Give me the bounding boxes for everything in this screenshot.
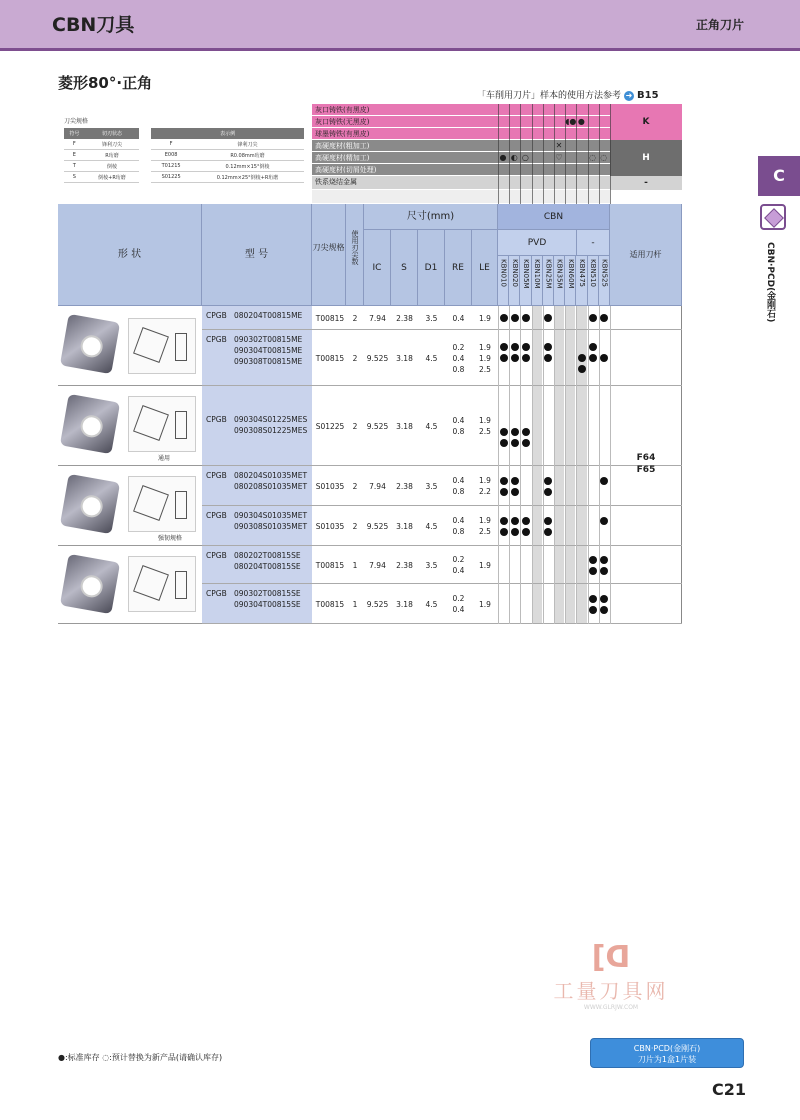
stock-dot xyxy=(511,488,519,496)
suitability-mark: ◌ xyxy=(600,153,608,162)
model-cell xyxy=(202,584,312,623)
stock-dot xyxy=(500,488,508,496)
model-prefix: CPGB xyxy=(206,415,227,424)
material-group-dash: - xyxy=(610,176,682,190)
material-group-h: H xyxy=(610,140,682,176)
stock-dot xyxy=(500,439,508,447)
d1-cell: 3.5 xyxy=(425,481,438,491)
legend-table xyxy=(64,128,304,183)
stock-dot xyxy=(544,477,552,485)
holder-item: F65 xyxy=(636,465,656,475)
model-prefix: CPGB xyxy=(206,589,227,598)
grid-line xyxy=(610,104,611,204)
grid-line xyxy=(610,306,611,624)
re-value: 0.4 xyxy=(452,313,465,323)
legend-cell: F xyxy=(151,139,191,150)
d1-cell: 4.5 xyxy=(425,599,438,609)
s-cell: 2.38 xyxy=(396,481,413,491)
le-value: 1.9 xyxy=(479,313,491,323)
stock-dot xyxy=(511,477,519,485)
tip-spec-cell: T00815 xyxy=(315,353,345,363)
model-cell xyxy=(202,330,312,385)
tip-spec-legend xyxy=(64,116,304,183)
grid-line xyxy=(532,306,533,624)
insert-photo xyxy=(60,394,120,454)
tip-spec-cell: S01035 xyxy=(315,481,345,491)
grid-line xyxy=(576,306,577,624)
col-header-holder: 适用刀杆 xyxy=(610,204,682,306)
holder-item: F64 xyxy=(636,453,656,463)
material-row: 球墨铸铁(有黑皮) xyxy=(312,128,610,140)
holder-list xyxy=(612,452,680,476)
footnote: ●:标准库存 ◌:预计替换为新产品(请确认库存) xyxy=(58,1053,223,1062)
stock-dot xyxy=(500,477,508,485)
tip-spec-cell: T00815 xyxy=(315,599,345,609)
re-value: 0.2 xyxy=(452,342,465,352)
model-prefix: CPGB xyxy=(206,511,227,520)
material-row: 高硬度材(粗加工) xyxy=(312,140,610,152)
stock-dot xyxy=(544,488,552,496)
s-cell: 2.38 xyxy=(396,313,413,323)
grade-label: KBN010 xyxy=(499,259,508,287)
shape-group xyxy=(58,306,202,386)
stock-dot xyxy=(522,354,530,362)
stock-dot xyxy=(578,365,586,373)
stock-dot xyxy=(511,314,519,322)
grade-header xyxy=(543,256,554,306)
stock-dot xyxy=(589,556,597,564)
stock-dot xyxy=(600,567,608,575)
col-header-dims: 尺寸(mm) xyxy=(364,204,498,230)
edges-cell: 2 xyxy=(352,313,358,323)
grid-line xyxy=(520,306,521,624)
stock-dot xyxy=(522,517,530,525)
edges-cell: 2 xyxy=(352,421,358,431)
re-cell xyxy=(445,554,472,576)
tip-spec-cell: T00815 xyxy=(315,560,345,570)
model-code: 080208S01035MET xyxy=(234,482,308,491)
model-cell xyxy=(202,546,312,583)
page-header-category: 正角刀片 xyxy=(695,18,744,32)
re-value: 0.8 xyxy=(452,487,465,496)
le-cell xyxy=(472,313,498,324)
stock-dot xyxy=(522,528,530,536)
stock-dot xyxy=(544,528,552,536)
material-row: 灰口铸铁(有黑皮) xyxy=(312,104,610,116)
watermark-url: WWW.GLRJW.COM xyxy=(583,1004,639,1011)
grade-header xyxy=(554,256,565,306)
stock-dot xyxy=(522,428,530,436)
material-row: 铁系烧结金属 xyxy=(312,176,610,190)
dim-col-s: S xyxy=(391,230,418,306)
suitability-mark: ◖● xyxy=(565,117,577,126)
model-codes xyxy=(234,550,301,572)
grade-label: KBN020 xyxy=(510,259,519,287)
le-value: 1.9 xyxy=(479,342,491,352)
grade-header xyxy=(509,256,520,306)
grade-label: KBN35M xyxy=(555,259,564,289)
le-value: 2.5 xyxy=(479,364,491,374)
insert-drawing xyxy=(128,396,196,452)
model-code: 090308S01035MET xyxy=(234,522,308,531)
insert-photo xyxy=(60,314,120,374)
grade-label: KBN25M xyxy=(544,259,553,289)
suitability-mark: ✕ xyxy=(555,141,563,150)
grade-label: KBN475 xyxy=(577,259,586,287)
re-value: 0.4 xyxy=(452,605,465,614)
insert-drawing xyxy=(128,318,196,374)
tip-spec-cell: S01225 xyxy=(315,421,345,431)
page-header-title: CBN刀具 xyxy=(52,14,135,36)
le-value: 2.5 xyxy=(479,527,491,536)
model-codes xyxy=(234,414,307,436)
legend-cell: T xyxy=(64,161,85,172)
edges-cell: 2 xyxy=(352,481,358,491)
edges-cell: 2 xyxy=(352,521,358,531)
stock-dot xyxy=(511,428,519,436)
model-code: 090308S01225MES xyxy=(234,426,308,435)
grade-header xyxy=(599,256,610,306)
stock-dot xyxy=(511,354,519,362)
material-row: 灰口铸铁(无黑皮) xyxy=(312,116,610,128)
stock-dot xyxy=(544,517,552,525)
footer-box-line: 刀片为1盒1片装 xyxy=(637,1055,697,1064)
grid-line xyxy=(565,306,566,624)
suitability-mark: ○ xyxy=(521,153,529,162)
d1-cell: 4.5 xyxy=(425,353,438,363)
re-value: 0.8 xyxy=(452,427,465,436)
model-cell xyxy=(202,506,312,545)
stock-dot xyxy=(500,354,508,362)
model-codes xyxy=(234,510,307,532)
ic-cell: 7.94 xyxy=(369,481,386,491)
s-cell: 3.18 xyxy=(396,521,413,531)
model-cell xyxy=(202,386,312,465)
stock-dot xyxy=(600,517,608,525)
material-group-k: K xyxy=(610,104,682,140)
grid-line xyxy=(599,306,600,624)
legend-title: 刀尖规格 xyxy=(64,118,89,125)
le-cell xyxy=(472,515,498,537)
side-tab-text: CBN·PCD(金刚石) xyxy=(765,242,775,323)
s-cell: 3.18 xyxy=(396,353,413,363)
legend-cell: T01215 xyxy=(151,161,191,172)
s-cell: 3.18 xyxy=(396,599,413,609)
grade-header xyxy=(576,256,587,306)
le-cell xyxy=(472,560,498,571)
stock-dot xyxy=(511,528,519,536)
tip-spec-cell: S01035 xyxy=(315,521,345,531)
insert-photo xyxy=(60,554,120,614)
le-value: 1.9 xyxy=(479,416,491,425)
shape-caption: 强韧规格 xyxy=(158,535,183,542)
col-header-dash: - xyxy=(577,230,610,256)
le-value: 1.9 xyxy=(479,599,491,609)
model-code: 080204T00815SE xyxy=(234,562,301,571)
shape-group xyxy=(58,386,202,466)
stock-dot xyxy=(589,595,597,603)
arrow-right-icon: ➜ xyxy=(625,90,633,100)
grid-line xyxy=(498,306,499,624)
grade-header xyxy=(565,256,576,306)
re-value: 0.8 xyxy=(452,364,465,374)
grid-line xyxy=(509,306,510,624)
legend-cell: 倒棱+R珩磨 xyxy=(85,172,140,183)
model-codes xyxy=(234,334,302,367)
re-cell xyxy=(445,515,472,537)
dim-col-re: RE xyxy=(445,230,472,306)
side-tab-c[interactable]: C xyxy=(758,156,800,196)
section-title: 菱形80°·正角 xyxy=(58,74,153,92)
re-cell xyxy=(445,342,472,375)
stock-dot xyxy=(500,314,508,322)
model-code: 080204T00815ME xyxy=(234,311,303,320)
diamond-insert-icon xyxy=(760,204,786,230)
legend-cell: 0.12mm×15°倒棱 xyxy=(191,161,304,172)
page-number: C21 xyxy=(712,1080,747,1099)
s-cell: 3.18 xyxy=(396,421,413,431)
model-code: 090308T00815ME xyxy=(234,357,303,366)
suitability-mark: ◐ xyxy=(510,153,518,162)
shape-caption: 通用 xyxy=(158,455,171,462)
suitability-mark: ● xyxy=(499,153,507,162)
grid-line xyxy=(543,104,544,204)
col-header-tip-spec: 刀尖规格 xyxy=(312,204,346,306)
col-header-model: 型 号 xyxy=(202,204,312,306)
shape-group xyxy=(58,546,202,624)
material-row: 高硬度材(精加工) xyxy=(312,152,610,164)
le-value: 2.2 xyxy=(479,487,491,496)
grade-label: KBN60M xyxy=(566,259,575,289)
col-header-cbn: CBN xyxy=(498,204,610,230)
material-row: 高硬度材(切屑处理) xyxy=(312,164,610,176)
col-header-edges xyxy=(346,204,364,306)
le-cell xyxy=(472,415,498,437)
model-code: 080204S01035MET xyxy=(234,471,308,480)
model-cell xyxy=(202,306,312,329)
suitability-mark: ● xyxy=(577,117,585,126)
re-value: 0.4 xyxy=(452,353,465,363)
re-cell xyxy=(445,415,472,437)
grid-line xyxy=(543,306,544,624)
legend-header: 切刃状态 xyxy=(85,128,140,139)
le-cell xyxy=(472,599,498,610)
dim-col-d1: D1 xyxy=(418,230,445,306)
grade-header xyxy=(532,256,543,306)
stock-dot xyxy=(511,343,519,351)
dim-col-le: LE xyxy=(472,230,498,306)
insert-drawing xyxy=(128,476,196,532)
col-header-shape: 形 状 xyxy=(58,204,202,306)
model-code: 090302T00815SE xyxy=(234,589,301,598)
watermark-name: 工量刀具网 xyxy=(553,979,669,1003)
model-prefix: CPGB xyxy=(206,311,227,320)
stock-dot xyxy=(500,428,508,436)
ic-cell: 7.94 xyxy=(369,560,386,570)
le-value: 1.9 xyxy=(479,476,491,485)
stock-dot xyxy=(600,606,608,614)
insert-photo xyxy=(60,474,120,534)
stock-dot xyxy=(600,556,608,564)
re-value: 0.4 xyxy=(452,416,465,425)
grid-line xyxy=(554,306,555,624)
stock-dot xyxy=(500,517,508,525)
stock-dot xyxy=(589,567,597,575)
reference-note[interactable] xyxy=(477,88,659,101)
edges-cell: 1 xyxy=(352,560,358,570)
stock-dot xyxy=(511,517,519,525)
footer-box-line: CBN·PCD(金刚石) xyxy=(633,1044,701,1053)
legend-cell: F xyxy=(64,139,85,150)
edges-cell: 2 xyxy=(352,353,358,363)
model-codes xyxy=(234,470,307,492)
d1-cell: 4.5 xyxy=(425,521,438,531)
legend-cell: E xyxy=(64,150,85,161)
stock-dot xyxy=(522,314,530,322)
d1-cell: 3.5 xyxy=(425,560,438,570)
legend-cell: 0.12mm×25°倒棱+R珩磨 xyxy=(191,172,304,183)
legend-cell: 倒棱 xyxy=(85,161,140,172)
legend-cell: 锋利刀尖 xyxy=(191,139,304,150)
re-value: 0.2 xyxy=(452,594,465,603)
re-value: 0.4 xyxy=(452,516,465,525)
legend-cell: R珩磨 xyxy=(85,150,140,161)
model-code: 080202T00815SE xyxy=(234,551,301,560)
model-code: 090304S01035MET xyxy=(234,511,308,520)
watermark-logo-icon: [ᗡ xyxy=(591,940,631,975)
stock-dot xyxy=(522,439,530,447)
reference-text: 「车削用刀片」样本的使用方法参考 xyxy=(477,91,622,101)
shape-group xyxy=(58,466,202,546)
legend-cell: 锋利刀尖 xyxy=(85,139,140,150)
header-bar xyxy=(0,0,800,51)
legend-cell: E008 xyxy=(151,150,191,161)
stock-dot xyxy=(500,343,508,351)
edges-label: 使用刃尖数 xyxy=(351,230,359,265)
model-code: 090304T00815ME xyxy=(234,346,303,355)
stock-dot xyxy=(589,606,597,614)
grade-header xyxy=(520,256,531,306)
edges-cell: 1 xyxy=(352,599,358,609)
suitability-mark: ◌ xyxy=(589,153,597,162)
ic-cell: 7.94 xyxy=(369,313,386,323)
re-cell xyxy=(445,475,472,497)
le-value: 1.9 xyxy=(479,516,491,525)
re-cell xyxy=(445,313,472,324)
stock-dot xyxy=(600,595,608,603)
grade-label: KBN10M xyxy=(533,259,542,289)
d1-cell: 4.5 xyxy=(425,421,438,431)
stock-dot xyxy=(578,354,586,362)
grid-line xyxy=(532,104,533,204)
reference-page: B15 xyxy=(637,90,659,101)
re-value: 0.4 xyxy=(452,566,465,575)
grade-label: KBN510 xyxy=(589,259,598,287)
re-cell xyxy=(445,593,472,615)
grade-label: KBN525 xyxy=(600,259,609,287)
re-value: 0.2 xyxy=(452,555,465,564)
grade-header xyxy=(588,256,599,306)
model-code: 090302T00815ME xyxy=(234,335,303,344)
model-prefix: CPGB xyxy=(206,335,227,344)
legend-cell: R0.08mm珩磨 xyxy=(191,150,304,161)
le-cell xyxy=(472,342,498,375)
grid-line xyxy=(588,306,589,624)
model-cell xyxy=(202,466,312,505)
le-value: 1.9 xyxy=(479,560,491,570)
model-code: 090304T00815SE xyxy=(234,600,301,609)
re-value: 0.4 xyxy=(452,476,465,485)
col-header-pvd: PVD xyxy=(498,230,577,256)
tip-spec-cell: T00815 xyxy=(315,313,345,323)
legend-cell: S01225 xyxy=(151,172,191,183)
ic-cell: 9.525 xyxy=(366,599,389,609)
model-prefix: CPGB xyxy=(206,471,227,480)
watermark xyxy=(536,940,686,1011)
footer-info-box[interactable] xyxy=(590,1038,744,1068)
le-value: 1.9 xyxy=(479,353,491,363)
model-prefix: CPGB xyxy=(206,551,227,560)
le-value: 2.5 xyxy=(479,427,491,436)
insert-drawing xyxy=(128,556,196,612)
stock-dot xyxy=(511,439,519,447)
grade-label: KBN05M xyxy=(521,259,530,289)
ic-cell: 9.525 xyxy=(366,421,389,431)
stock-dot xyxy=(522,343,530,351)
legend-header: 表示例 xyxy=(151,128,304,139)
s-cell: 2.38 xyxy=(396,560,413,570)
ic-cell: 9.525 xyxy=(366,521,389,531)
model-codes xyxy=(234,588,301,610)
stock-dot xyxy=(600,477,608,485)
d1-cell: 3.5 xyxy=(425,313,438,323)
re-value: 0.8 xyxy=(452,527,465,536)
legend-header: 符号 xyxy=(64,128,85,139)
model-codes xyxy=(234,310,302,321)
stock-dot xyxy=(500,528,508,536)
ic-cell: 9.525 xyxy=(366,353,389,363)
dim-col-ic: IC xyxy=(364,230,391,306)
le-cell xyxy=(472,475,498,497)
suitability-mark: ♡ xyxy=(555,153,563,162)
legend-cell: S xyxy=(64,172,85,183)
grade-header xyxy=(498,256,509,306)
model-code: 090304S01225MES xyxy=(234,415,308,424)
